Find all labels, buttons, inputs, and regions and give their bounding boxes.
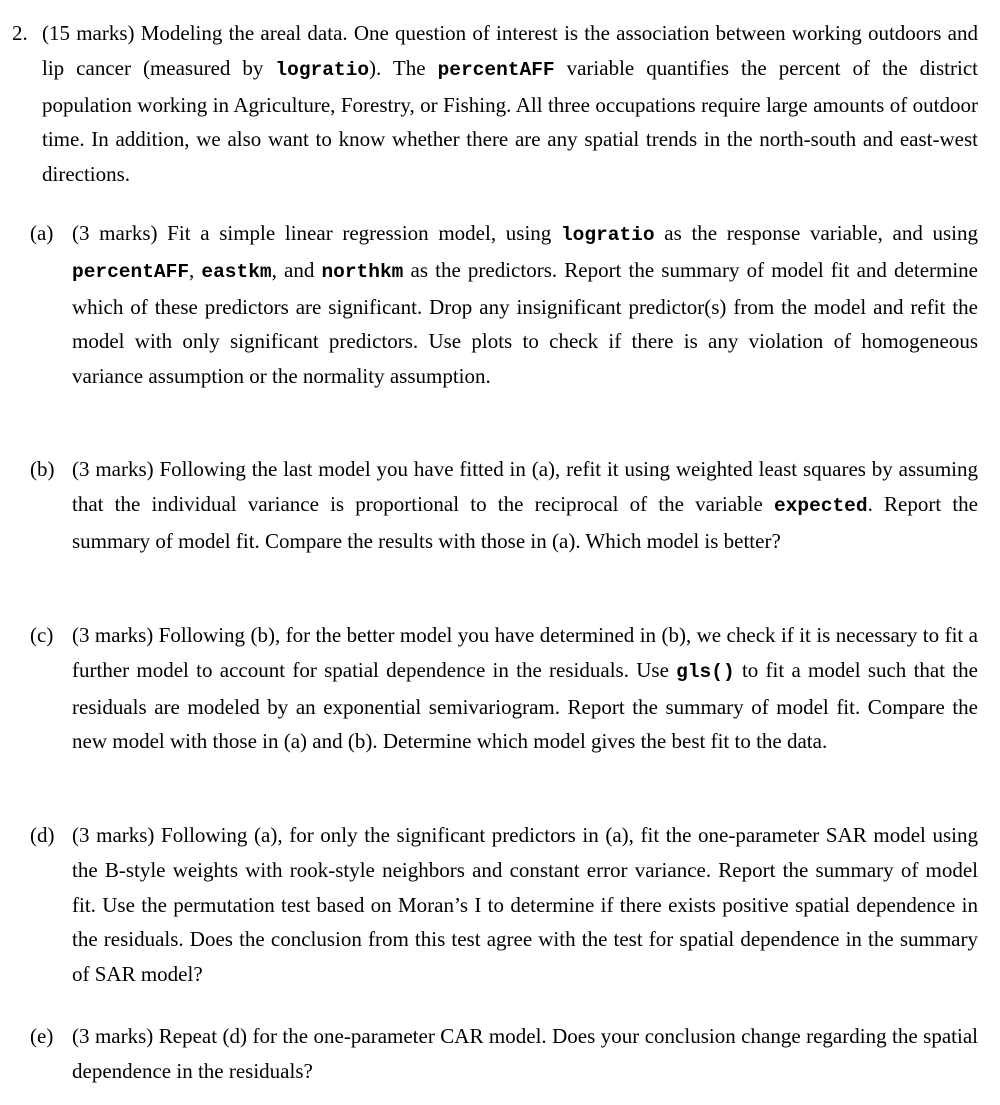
part-a-label: (a) bbox=[30, 221, 54, 245]
question-marks: (15 marks) bbox=[42, 21, 135, 45]
part-a-text-1: Fit a simple linear regression model, using bbox=[157, 221, 561, 245]
part-a-text-2: as the response variable, and using bbox=[654, 221, 978, 245]
part-a-marks: (3 marks) bbox=[72, 221, 158, 245]
part-d bbox=[30, 818, 978, 992]
part-e-text bbox=[72, 1019, 978, 1089]
part-d-label: (d) bbox=[30, 823, 55, 847]
part-a-text bbox=[72, 216, 978, 394]
question-intro bbox=[42, 16, 978, 192]
part-e-marks: (3 marks) bbox=[72, 1024, 154, 1048]
code-logratio: logratio bbox=[560, 224, 655, 246]
part-a bbox=[30, 216, 978, 394]
code-gls: gls() bbox=[676, 660, 735, 683]
part-b-marks: (3 marks) bbox=[72, 457, 154, 481]
question-text-2: ). The bbox=[369, 55, 438, 80]
part-c-text-1: Following (b), for the better model you have determined in (b), we check if it is necessary to fit a further model to account for spatial dependence in the residuals. Use bbox=[72, 623, 978, 682]
code-percentAFF: percentAFF bbox=[72, 260, 190, 283]
part-c bbox=[30, 618, 978, 759]
code-logratio: logratio bbox=[275, 58, 370, 81]
part-d-marks: (3 marks) bbox=[72, 823, 155, 847]
question-number: 2. bbox=[12, 21, 28, 45]
part-c-label: (c) bbox=[30, 623, 54, 647]
part-a-text-5: as the predictors. Report the summary of model fit and determine which of these predictors are significant. Drop any insignificant predictor(s) from the model and refit the model with only significant predictors. Use plots to check if there is any violation of homogeneous variance assumption or the normality assumption. bbox=[72, 257, 978, 389]
question-2 bbox=[12, 16, 978, 192]
part-c-text bbox=[72, 618, 978, 759]
code-expected: expected bbox=[773, 494, 868, 517]
part-a-text-4: , and bbox=[271, 257, 322, 282]
question-text-3: variable quantifies the percent of the district population working in Agriculture, Forestry, or Fishing. All three occupations require large amounts of outdoor time. In addition, we also want to know whether there are any spatial trends in the north-south and east-west directions. bbox=[42, 55, 978, 187]
part-a-text-3: , bbox=[189, 257, 202, 282]
code-percentAFF: percentAFF bbox=[437, 58, 555, 81]
part-e-text-1: Repeat (d) for the one-parameter CAR model. Does your conclusion change regarding the spatial dependence in the residuals? bbox=[72, 1024, 978, 1083]
part-b bbox=[30, 452, 978, 558]
part-d-text-1: Following (a), for only the significant predictors in (a), fit the one-parameter SAR model using the B-style weights with rook-style neighbors and constant error variance. Report the summary of model fit. Use the permutation test based on Moran’s I to determine if there exists positive spatial dependence in the residuals. Does the conclusion from this test agree with the test for spatial dependence in the summary of SAR model? bbox=[72, 823, 979, 987]
code-eastkm: eastkm bbox=[201, 260, 272, 283]
part-b-text-1: Following the last model you have fitted in (a), refit it using weighted least squares by assuming that the individual variance is proportional to the reciprocal of the variable bbox=[72, 457, 978, 516]
code-northkm: northkm bbox=[321, 260, 404, 283]
part-e bbox=[30, 1019, 978, 1089]
part-e-label: (e) bbox=[30, 1024, 54, 1048]
part-c-text-2: to fit a model such that the residuals are modeled by an exponential semivariogram. Report the summary of model fit. Compare the new model with those in (a) and (b). Determine which model gives the best fit to the data. bbox=[72, 657, 978, 754]
part-b-text-2: . Report the summary of model fit. Compare the results with those in (a). Which model is better? bbox=[72, 491, 978, 553]
part-b-text bbox=[72, 452, 978, 558]
question-text-1: Modeling the areal data. One question of interest is the association between working outdoors and lip cancer (measured by bbox=[42, 21, 978, 80]
part-b-label: (b) bbox=[30, 457, 55, 481]
part-d-text bbox=[72, 818, 978, 992]
part-c-marks: (3 marks) bbox=[72, 623, 154, 647]
